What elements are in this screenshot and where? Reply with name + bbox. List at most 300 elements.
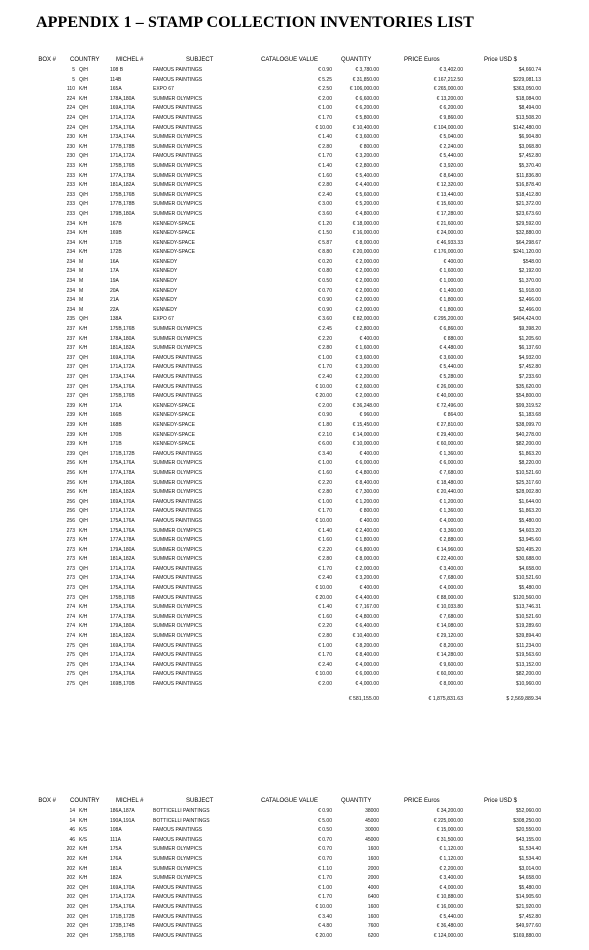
cell-quantity: € 1,600.00	[355, 345, 379, 352]
cell-box: 202	[66, 894, 75, 901]
cell-country: Q/H	[79, 903, 88, 910]
cell-quantity: € 800.00	[359, 143, 379, 150]
cell-price-usd: $10,960.00	[515, 681, 541, 687]
cell-price-eur: € 6,000.00	[439, 460, 463, 467]
cell-catalogue: € 1.00	[318, 884, 332, 891]
cell-catalogue: € 2.80	[318, 489, 332, 496]
cell-price-eur: € 1,120.00	[439, 846, 463, 853]
cell-box: 256	[66, 508, 75, 515]
table-row	[0, 855, 589, 865]
cell-quantity: € 106,000.00	[349, 86, 379, 93]
cell-catalogue: € 2.00	[318, 681, 332, 687]
cell-box: 234	[66, 230, 75, 237]
cell-price-eur: € 3,400.00	[439, 875, 463, 882]
cell-price-usd: $21,372.00	[515, 201, 541, 208]
table-row	[0, 536, 589, 546]
cell-country: K/H	[79, 345, 88, 352]
cell-price-usd: $1,534.40	[518, 846, 541, 853]
cell-michel: 175A	[110, 846, 122, 853]
cell-michel: 108A	[110, 827, 122, 834]
cell-country: K/H	[79, 239, 88, 246]
cell-catalogue: € 2.20	[318, 479, 332, 486]
cell-price-usd: $1,183.68	[518, 412, 541, 419]
table-row	[0, 315, 589, 325]
cell-price-eur: € 1,600.00	[439, 268, 463, 275]
cell-catalogue: € 5.87	[318, 239, 332, 246]
cell-subject: SUMMER OLYMPICS	[153, 479, 203, 486]
cell-quantity: € 3,200.00	[355, 153, 379, 160]
cell-price-usd: $19,563.60	[515, 652, 541, 659]
cell-michel: 179A,180A	[110, 479, 135, 486]
cell-box: 224	[66, 105, 75, 112]
cell-quantity: € 2,200.00	[355, 374, 379, 380]
cell-price-eur: € 5,040.00	[439, 134, 463, 141]
cell-michel: 169A,170A	[110, 498, 135, 505]
totals-row	[0, 694, 589, 705]
cell-catalogue: € 2.80	[318, 345, 332, 352]
cell-price-eur: € 167,212.50	[433, 76, 463, 83]
cell-price-eur: € 15,000.00	[436, 827, 463, 834]
cell-price-usd: $16,878.40	[515, 182, 541, 189]
cell-box: 234	[66, 287, 75, 294]
cell-michel: 169A,170A	[110, 105, 135, 112]
cell-price-eur: € 1,800.00	[439, 306, 463, 313]
cell-quantity: € 8,200.00	[355, 642, 379, 649]
cell-quantity: € 4,000.00	[355, 661, 379, 668]
cell-quantity: € 2,000.00	[355, 258, 379, 265]
cell-box: 46	[69, 836, 75, 843]
cell-price-usd: $7,452.80	[518, 913, 541, 920]
total-quantity: € 581,155.00	[348, 695, 379, 702]
cell-catalogue: € 1.00	[318, 105, 332, 112]
cell-catalogue: € 2.80	[318, 556, 332, 563]
cell-price-usd: $1,205.60	[518, 335, 541, 342]
cell-quantity: 7600	[367, 923, 379, 930]
cell-box: 14	[69, 808, 75, 814]
cell-subject: KENNEDY	[153, 287, 178, 294]
cell-country: Q/H	[79, 884, 88, 891]
cell-box: 233	[66, 172, 75, 179]
cell-price-eur: € 4,000.00	[439, 585, 463, 592]
cell-quantity: € 10,400.00	[352, 124, 379, 131]
cell-box: 275	[66, 671, 75, 678]
cell-subject: FAMOUS PAINTINGS	[153, 671, 203, 678]
cell-country: K/H	[79, 613, 88, 620]
cell-quantity: € 16,000.00	[352, 230, 379, 237]
cell-country: K/H	[79, 134, 88, 141]
cell-quantity: € 4,400.00	[355, 182, 379, 189]
cell-box: 233	[66, 191, 75, 198]
table-body	[0, 66, 589, 690]
cell-michel: 108 B	[110, 67, 124, 73]
cell-michel: 175B,176B	[110, 932, 135, 939]
cell-price-eur: € 176,000.00	[433, 249, 463, 256]
table-row	[0, 287, 589, 297]
cell-quantity: 6400	[367, 894, 379, 901]
cell-michel: 175A,176A	[110, 585, 135, 592]
cell-catalogue: € 10.00	[315, 903, 332, 910]
cell-box: 235	[66, 316, 75, 323]
cell-country: K/H	[79, 441, 88, 448]
cell-michel: 178A,180A	[110, 335, 135, 342]
cell-michel: 165A	[110, 86, 122, 93]
cell-catalogue: € 2.20	[318, 623, 332, 630]
cell-box: 273	[66, 527, 75, 534]
cell-quantity: € 20,000.00	[352, 249, 379, 256]
table-body	[0, 807, 589, 941]
cell-price-eur: € 60,000.00	[436, 441, 463, 448]
cell-box: 239	[66, 441, 75, 448]
cell-quantity: € 7,167.00	[355, 604, 379, 611]
cell-price-eur: € 5,440.00	[439, 364, 463, 371]
cell-price-eur: € 2,200.00	[439, 865, 463, 872]
cell-price-usd: $82,200.00	[515, 671, 541, 678]
cell-price-usd: $39,894.40	[515, 633, 541, 640]
table-row	[0, 670, 589, 680]
cell-country: K/H	[79, 412, 88, 419]
cell-subject: KENNEDY-SPACE	[153, 441, 195, 448]
cell-subject: FAMOUS PAINTINGS	[153, 393, 203, 400]
table-row	[0, 220, 589, 230]
cell-michel: 169A,170A	[110, 884, 135, 891]
cell-quantity: € 2,000.00	[355, 565, 379, 572]
cell-subject: SUMMER OLYMPICS	[153, 335, 203, 342]
cell-catalogue: € 5.00	[318, 817, 332, 824]
cell-country: Q/H	[79, 575, 88, 582]
cell-price-usd: $38,099.70	[515, 421, 541, 428]
cell-catalogue: € 0.70	[318, 846, 332, 853]
cell-catalogue: € 0.90	[318, 808, 332, 814]
cell-catalogue: € 10.00	[315, 585, 332, 592]
cell-subject: SUMMER OLYMPICS	[153, 460, 203, 467]
cell-subject: SUMMER OLYMPICS	[153, 469, 203, 476]
cell-catalogue: € 1.50	[318, 230, 332, 237]
header-box: BOX #	[38, 798, 56, 804]
cell-country: Q/H	[79, 191, 88, 198]
cell-country: K/H	[79, 479, 88, 486]
cell-price-eur: € 4,000.00	[439, 884, 463, 891]
cell-price-eur: € 6,200.00	[439, 105, 463, 112]
inventory-table-1	[0, 55, 589, 705]
cell-quantity: € 10,400.00	[352, 633, 379, 640]
cell-michel: 182A	[110, 875, 122, 882]
cell-price-usd: $52,060.00	[515, 808, 541, 814]
cell-country: K/H	[79, 86, 88, 93]
cell-quantity: € 4,800.00	[355, 469, 379, 476]
cell-price-usd: $99,319.52	[515, 402, 541, 409]
cell-michel: 175B,176B	[110, 162, 135, 169]
cell-catalogue: € 20.00	[315, 393, 332, 400]
cell-price-eur: € 29,400.00	[436, 431, 463, 438]
table-row	[0, 143, 589, 153]
table-row	[0, 584, 589, 594]
cell-catalogue: € 1.10	[318, 865, 332, 872]
cell-price-usd: $10,521.60	[515, 613, 541, 620]
cell-country: K/H	[79, 172, 88, 179]
cell-catalogue: € 1.00	[318, 642, 332, 649]
cell-catalogue: € 0.90	[318, 67, 332, 73]
cell-price-usd: $20,550.00	[515, 827, 541, 834]
cell-quantity: € 6,000.00	[355, 671, 379, 678]
cell-catalogue: € 10.00	[315, 517, 332, 524]
cell-quantity: € 6,000.00	[355, 460, 379, 467]
table-row	[0, 191, 589, 201]
cell-price-usd: $3,068.80	[518, 143, 541, 150]
table-row	[0, 383, 589, 393]
cell-price-usd: $9,398.20	[518, 326, 541, 333]
table-row	[0, 498, 589, 508]
cell-subject: FAMOUS PAINTINGS	[153, 364, 203, 371]
cell-subject: SUMMER OLYMPICS	[153, 846, 203, 853]
cell-quantity: 6200	[367, 932, 379, 939]
cell-quantity: € 8,400.00	[355, 652, 379, 659]
cell-box: 239	[66, 431, 75, 438]
cell-michel: 138A	[110, 316, 122, 323]
cell-subject: FAMOUS PAINTINGS	[153, 827, 203, 834]
cell-quantity: € 6,800.00	[355, 546, 379, 553]
cell-subject: FAMOUS PAINTINGS	[153, 67, 203, 73]
cell-michel: 175B,176B	[110, 393, 135, 400]
cell-price-usd: $82,200.00	[515, 441, 541, 448]
table-row	[0, 836, 589, 846]
cell-quantity: € 1,200.00	[355, 498, 379, 505]
cell-country: M	[79, 268, 84, 275]
cell-catalogue: € 10.00	[315, 671, 332, 678]
table-row	[0, 85, 589, 95]
cell-price-usd: $32,880.00	[515, 230, 541, 237]
cell-box: 256	[66, 479, 75, 486]
table-header	[0, 55, 589, 66]
cell-michel: 181A,182A	[110, 345, 135, 352]
cell-country: Q/H	[79, 67, 88, 73]
cell-subject: FAMOUS PAINTINGS	[153, 354, 203, 361]
cell-michel: 181A,182A	[110, 182, 135, 189]
cell-price-eur: € 14,080.00	[436, 623, 463, 630]
cell-subject: KENNEDY-SPACE	[153, 402, 195, 409]
cell-quantity: € 4,800.00	[355, 613, 379, 620]
cell-catalogue: € 1.70	[318, 153, 332, 160]
cell-subject: SUMMER OLYMPICS	[153, 546, 203, 553]
cell-price-eur: € 8,200.00	[439, 642, 463, 649]
table-row	[0, 431, 589, 441]
cell-catalogue: € 2.20	[318, 335, 332, 342]
cell-subject: SUMMER OLYMPICS	[153, 527, 203, 534]
cell-price-eur: € 3,600.00	[439, 354, 463, 361]
cell-catalogue: € 2.20	[318, 546, 332, 553]
cell-country: M	[79, 278, 84, 285]
cell-country: K/H	[79, 421, 88, 428]
cell-box: 202	[66, 923, 75, 930]
cell-country: M	[79, 258, 84, 265]
cell-quantity: 1600	[367, 846, 379, 853]
cell-box: 234	[66, 306, 75, 313]
cell-michel: 175B,176B	[110, 326, 135, 333]
cell-box: 273	[66, 575, 75, 582]
cell-michel: 16A	[110, 258, 119, 265]
cell-quantity: € 400.00	[359, 450, 379, 457]
cell-subject: FAMOUS PAINTINGS	[153, 652, 203, 659]
table-row	[0, 344, 589, 354]
cell-country: K/H	[79, 537, 88, 544]
cell-michel: 114B	[110, 76, 122, 83]
table-row	[0, 680, 589, 690]
cell-quantity: 38000	[365, 808, 379, 814]
cell-country: K/H	[79, 556, 88, 563]
cell-country: K/H	[79, 633, 88, 640]
cell-quantity: € 4,800.00	[355, 210, 379, 217]
cell-price-usd: $25,317.60	[515, 479, 541, 486]
cell-subject: SUMMER OLYMPICS	[153, 489, 203, 496]
cell-country: K/H	[79, 220, 88, 227]
cell-price-eur: € 265,000.00	[433, 86, 463, 93]
cell-catalogue: € 1.00	[318, 498, 332, 505]
table-row	[0, 306, 589, 316]
cell-michel: 171A,172A	[110, 153, 135, 160]
table-header	[0, 796, 589, 807]
cell-subject: SUMMER OLYMPICS	[153, 875, 203, 882]
cell-price-eur: € 8,000.00	[439, 681, 463, 687]
table-row	[0, 277, 589, 287]
cell-price-usd: $363,050.00	[513, 86, 541, 93]
cell-box: 202	[66, 884, 75, 891]
cell-price-usd: $13,508.20	[515, 114, 541, 121]
cell-box: 237	[66, 335, 75, 342]
cell-price-eur: € 225,000.00	[433, 817, 463, 824]
cell-price-usd: $548.00	[522, 258, 541, 265]
header-subject: SUBJECT	[186, 798, 214, 804]
cell-price-usd: $4,932.00	[518, 354, 541, 361]
cell-quantity: € 31,850.00	[352, 76, 379, 83]
table-row	[0, 932, 589, 942]
table-row	[0, 479, 589, 489]
table-row	[0, 229, 589, 239]
cell-country: Q/H	[79, 498, 88, 505]
cell-michel: 171A,172A	[110, 565, 135, 572]
cell-price-eur: € 880.00	[443, 335, 463, 342]
cell-country: M	[79, 287, 84, 294]
table-row	[0, 903, 589, 913]
cell-price-usd: $404,424.00	[513, 316, 541, 323]
cell-subject: SUMMER OLYMPICS	[153, 855, 203, 862]
cell-country: K/H	[79, 182, 88, 189]
cell-quantity: € 3,600.00	[355, 134, 379, 141]
cell-price-eur: € 5,440.00	[439, 913, 463, 920]
cell-catalogue: € 20.00	[315, 932, 332, 939]
cell-box: 256	[66, 498, 75, 505]
cell-box: 233	[66, 210, 75, 217]
cell-catalogue: € 1.40	[318, 527, 332, 534]
cell-catalogue: € 3.40	[318, 913, 332, 920]
cell-quantity: € 960.00	[359, 412, 379, 419]
cell-price-eur: € 26,000.00	[436, 383, 463, 390]
cell-catalogue: € 0.50	[318, 278, 332, 285]
cell-price-usd: $308,250.00	[513, 817, 541, 824]
cell-quantity: € 36,248.00	[352, 402, 379, 409]
header-country: COUNTRY	[70, 57, 100, 63]
cell-price-eur: € 7,680.00	[439, 575, 463, 582]
cell-quantity: € 400.00	[359, 335, 379, 342]
cell-quantity: € 2,000.00	[355, 268, 379, 275]
cell-country: Q/H	[79, 565, 88, 572]
table-row	[0, 807, 589, 817]
table-row	[0, 661, 589, 671]
cell-michel: 177B,178B	[110, 201, 135, 208]
cell-quantity: € 6,600.00	[355, 95, 379, 102]
cell-subject: SUMMER OLYMPICS	[153, 537, 203, 544]
cell-country: K/H	[79, 249, 88, 256]
table-row	[0, 826, 589, 836]
cell-box: 239	[66, 412, 75, 419]
cell-subject: KENNEDY-SPACE	[153, 412, 195, 419]
cell-price-eur: € 1,360.00	[439, 450, 463, 457]
cell-box: 239	[66, 421, 75, 428]
cell-michel: 21A	[110, 297, 119, 304]
cell-price-usd: $1,863.20	[518, 508, 541, 515]
cell-quantity: € 2,000.00	[355, 306, 379, 313]
cell-catalogue: € 1.70	[318, 565, 332, 572]
total-price-usd: $ 2,569,889.34	[506, 695, 541, 702]
cell-michel: 171A,172A	[110, 894, 135, 901]
cell-price-usd: $19,289.60	[515, 623, 541, 630]
cell-catalogue: € 2.80	[318, 182, 332, 189]
cell-box: 273	[66, 537, 75, 544]
cell-subject: BOTTICELLI PAINTINGS	[153, 817, 210, 824]
cell-subject: FAMOUS PAINTINGS	[153, 585, 203, 592]
table-row	[0, 459, 589, 469]
header-box: BOX #	[38, 57, 56, 63]
cell-quantity: € 10,000.00	[352, 441, 379, 448]
cell-box: 273	[66, 594, 75, 601]
cell-quantity: € 3,200.00	[355, 575, 379, 582]
cell-price-usd: $54,800.00	[515, 393, 541, 400]
cell-country: K/H	[79, 489, 88, 496]
cell-michel: 170B	[110, 431, 122, 438]
cell-country: M	[79, 306, 84, 313]
cell-box: 274	[66, 633, 75, 640]
cell-subject: FAMOUS PAINTINGS	[153, 642, 203, 649]
cell-country: Q/H	[79, 354, 88, 361]
total-price-eur: € 1,875,831.63	[428, 695, 463, 702]
cell-catalogue: € 4.80	[318, 923, 332, 930]
cell-michel: 171A,172A	[110, 508, 135, 515]
cell-quantity: € 2,000.00	[355, 287, 379, 294]
cell-country: Q/H	[79, 153, 88, 160]
cell-price-usd: $13,746.31	[515, 604, 541, 611]
cell-subject: SUMMER OLYMPICS	[153, 623, 203, 630]
cell-box: 230	[66, 134, 75, 141]
cell-country: K/H	[79, 460, 88, 467]
table-row	[0, 76, 589, 86]
cell-price-usd: $3,945.60	[518, 537, 541, 544]
cell-box: 273	[66, 546, 75, 553]
cell-country: Q/H	[79, 923, 88, 930]
cell-subject: KENNEDY-SPACE	[153, 431, 195, 438]
cell-country: Q/H	[79, 508, 88, 515]
cell-price-usd: $5,370.40	[518, 162, 541, 169]
cell-subject: FAMOUS PAINTINGS	[153, 932, 203, 939]
cell-michel: 175B,176B	[110, 594, 135, 601]
cell-michel: 169B	[110, 230, 122, 237]
cell-price-usd: $8,220.00	[518, 460, 541, 467]
cell-price-usd: $6,904.80	[518, 134, 541, 141]
cell-michel: 171A,172A	[110, 652, 135, 659]
cell-price-usd: $2,466.00	[518, 297, 541, 304]
cell-country: K/S	[79, 836, 88, 843]
cell-quantity: € 3,780.00	[355, 67, 379, 73]
cell-quantity: € 5,200.00	[355, 201, 379, 208]
cell-box: 46	[69, 827, 75, 834]
header-michel: MICHEL #	[116, 798, 144, 804]
